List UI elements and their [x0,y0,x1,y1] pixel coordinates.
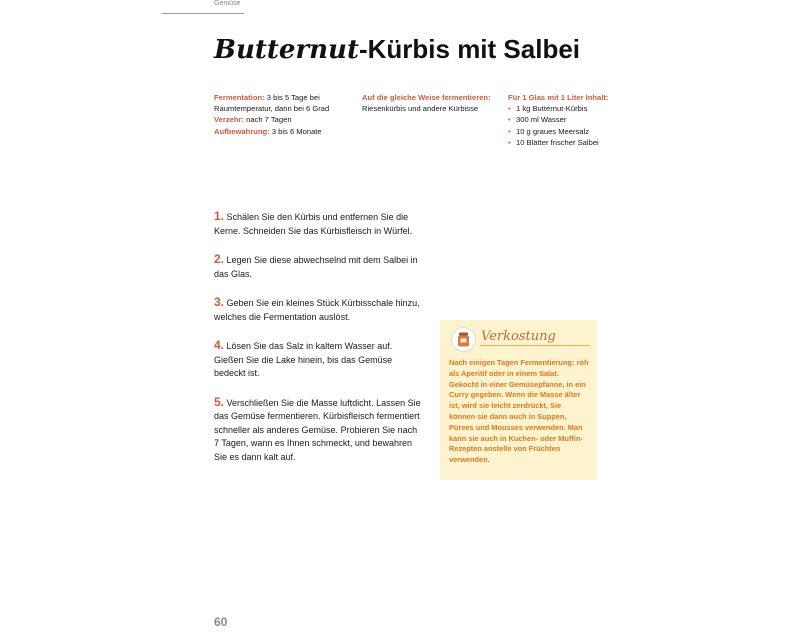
ingredients-heading: Für 1 Glas mit 1 Liter Inhalt: [508,93,609,102]
step-3 [214,296,424,324]
step-text: Schälen Sie den Kürbis und entfernen Sie die Kerne. Schneiden Sie das Kürbisfleisch in Würfel. [214,212,413,236]
fermentation-block [214,92,354,114]
fermentation-info [214,92,354,137]
same-way-label: Auf die gleiche Weise fermentieren: [362,93,491,102]
aufbewahrung-block [214,126,354,137]
tip-text: Nach einigen Tagen Fermentierung: roh als Aperitif oder in einem Salat. Gekocht in einer Gemüsepfanne, in ein Curry gegeben. Wenn die Masse älter ist, wird sie leicht zerdrückt, Sie können sie dann auch in Suppen, Pürees und Mousses verwenden. Man kann sie auch in Kuchen- oder Muffin-Rezepten anstelle von Früchten verwenden. [449,358,589,465]
step-1 [214,210,424,238]
step-number: 5. [214,394,225,409]
verzehr-text: nach 7 Tagen [246,115,292,125]
step-5 [214,396,424,465]
step-text: Verschließen Sie die Masse luftdicht. Lassen Sie das Gemüse fermentieren. Kürbisfleisch fermentiert schneller als anderes Gemüse. Probieren Sie nach 7 Tagen, wann es Ihnen schmeckt, und bewahren Sie es dann kalt auf. [214,397,421,462]
ingredient-item: • 300 ml Wasser [508,114,648,125]
tip-title: Verkostung [481,329,556,344]
tip-box [440,320,597,480]
page-title [214,34,580,65]
step-number: 2. [214,252,225,266]
ingredient-item: • 10 g graues Meersalz [508,126,648,137]
same-way-info [362,92,502,114]
header-rule [162,13,244,14]
step-number: 4. [214,338,225,352]
aufbewahrung-text: 3 bis 6 Monate [271,126,322,136]
verzehr-block [214,114,354,125]
ingredient-item: • 10 Blätter frischer Salbei [508,137,648,148]
instruction-steps [214,210,424,479]
step-4 [214,339,424,381]
tip-underline [480,345,590,346]
step-text: Legen Sie diese abwechselnd mit dem Salbei in das Glas. [214,255,418,279]
fermentation-label: Fermentation: [214,93,265,102]
jar-icon [451,327,476,352]
aufbewahrung-label: Aufbewahrung: [214,126,270,136]
ingredients [508,92,648,148]
title-accent: Butternut [214,35,359,65]
same-way-text: Riesenkürbis und andere Kürbisse [362,104,479,114]
step-text: Geben Sie ein kleines Stück Kürbisschale hinzu, welches die Fermentation auslöst. [214,298,420,322]
section-label: Gemüse [214,0,241,7]
step-number: 3. [214,295,225,309]
title-rest: -Kürbis mit Salbei [358,34,581,64]
verzehr-label: Verzehr: [214,115,244,125]
step-text: Lösen Sie das Salz in kaltem Wasser auf. Gießen Sie die Lake hinein, bis das Gemüse bedeckt ist. [214,341,393,378]
fermentation-text: 3 bis 5 Tage bei Raumtemperatur, dann bei 6 Grad [214,93,330,114]
ingredient-item: • 1 kg Butternut-Kürbis [508,103,648,114]
ingredient-list [508,103,648,148]
page-number: 60 [214,615,228,629]
step-2 [214,253,424,281]
step-number: 1. [214,209,225,223]
